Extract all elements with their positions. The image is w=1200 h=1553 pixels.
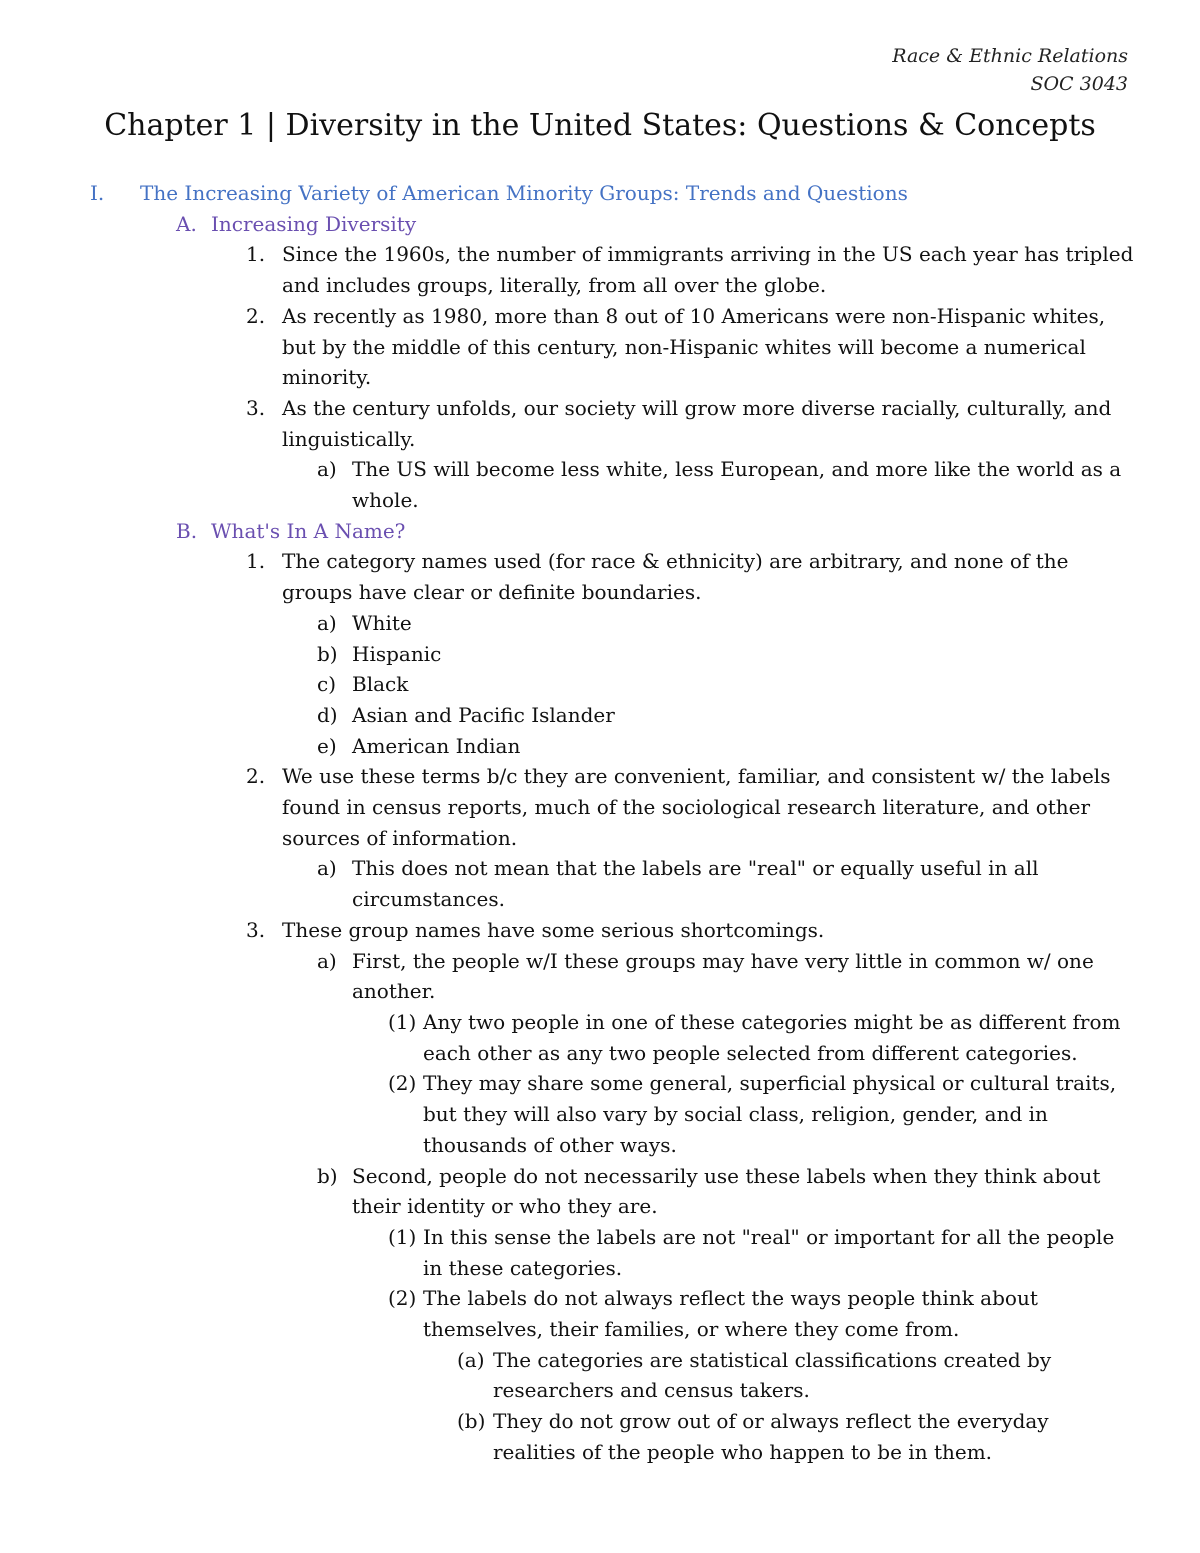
list-item-text: White <box>352 610 412 635</box>
list-item-text: Asian and Pacific Islander <box>352 702 615 727</box>
list-item-text: The Increasing Variety of American Minority Groups: Trends and Questions <box>140 181 908 205</box>
list-marker: e) <box>317 733 337 758</box>
list-marker: B. <box>176 518 198 543</box>
list-marker: 1. <box>246 549 266 574</box>
course-name: Race & Ethnic Relations <box>892 45 1128 67</box>
list-item-text: Hispanic <box>352 641 442 666</box>
outline-item <box>0 669 1200 700</box>
list-marker: b) <box>317 1163 338 1188</box>
list-marker: (2) <box>388 1071 417 1096</box>
list-item-text: The categories are statistical classifications created by researchers and census takers. <box>493 1347 1052 1403</box>
outline-item <box>0 639 1200 670</box>
list-item-text: American Indian <box>352 733 521 758</box>
list-marker: a) <box>317 948 337 973</box>
outline-item <box>0 946 1200 1007</box>
outline-item <box>0 1406 1200 1467</box>
list-marker: A. <box>176 211 197 236</box>
list-marker: 2. <box>246 764 266 789</box>
course-code: SOC 3043 <box>1030 73 1128 95</box>
list-marker: I. <box>90 181 105 205</box>
outline-item <box>0 1345 1200 1406</box>
list-marker: 2. <box>246 303 266 328</box>
list-marker: (1) <box>388 1224 417 1249</box>
list-marker: d) <box>317 702 338 727</box>
outline-item <box>0 393 1200 454</box>
list-item-text: We use these terms b/c they are convenient, familiar, and consistent w/ the labels found in census reports, much of the sociological research literature, and other sources of information. <box>282 764 1111 850</box>
list-item-text: Any two people in one of these categories might be as different from each other as any two people selected from different categories. <box>423 1009 1121 1065</box>
list-item-text: The labels do not always reflect the ways people think about themselves, their families, or where they come from. <box>423 1286 1038 1342</box>
list-item-text: They do not grow out of or always reflect the everyday realities of the people who happen to be in them. <box>493 1409 1049 1464</box>
list-marker: (1) <box>388 1009 417 1034</box>
outline-item <box>0 454 1200 515</box>
list-item-text: As the century unfolds, our society will grow more diverse racially, culturally, and linguistically. <box>282 395 1112 451</box>
outline-item <box>0 1161 1200 1222</box>
list-marker: a) <box>317 610 337 635</box>
outline-item <box>0 1283 1200 1344</box>
list-marker: 1. <box>246 242 266 267</box>
list-marker: b) <box>317 641 338 666</box>
outline-item <box>0 731 1200 762</box>
page-title: Chapter 1 | Diversity in the United States: Questions & Concepts <box>104 108 1096 143</box>
outline-item <box>0 700 1200 731</box>
list-item-text: Second, people do not necessarily use these labels when they think about their identity or who they are. <box>352 1163 1101 1219</box>
list-item-text: The US will become less white, less European, and more like the world as a whole. <box>352 457 1122 513</box>
list-marker: a) <box>317 856 337 881</box>
page-header <box>892 42 1128 98</box>
list-item-text: In this sense the labels are not "real" or important for all the people in these categories. <box>423 1224 1115 1280</box>
outline-item <box>0 239 1200 300</box>
list-marker: 3. <box>246 395 266 420</box>
outline-item <box>0 546 1200 607</box>
list-marker: (a) <box>457 1347 485 1372</box>
outline-item <box>0 1007 1200 1068</box>
list-marker: (b) <box>457 1409 486 1434</box>
list-item-text: The category names used (for race & ethnicity) are arbitrary, and none of the groups have clear or definite boundaries. <box>282 549 1069 605</box>
list-item-text: Increasing Diversity <box>211 211 417 236</box>
outline-item <box>0 1222 1200 1283</box>
outline-item <box>0 608 1200 639</box>
list-item-text: First, the people w/I these groups may have very little in common w/ one another. <box>352 948 1094 1004</box>
list-item-text: What's In A Name? <box>211 518 406 543</box>
list-item-text: As recently as 1980, more than 8 out of 10 Americans were non-Hispanic whites, but by the middle of this century, non-Hispanic whites will become a numerical minority. <box>282 303 1106 390</box>
outline-item <box>0 301 1200 393</box>
list-marker: 3. <box>246 917 266 942</box>
outline-item <box>0 761 1200 853</box>
list-item-text: This does not mean that the labels are "real" or equally useful in all circumstances. <box>352 856 1039 912</box>
outline <box>0 178 1200 1468</box>
outline-item <box>0 853 1200 914</box>
outline-item <box>0 1068 1200 1160</box>
subsection-heading <box>0 209 1200 240</box>
subsection-heading <box>0 516 1200 547</box>
list-item-text: These group names have some serious shortcomings. <box>282 917 825 942</box>
list-item-text: They may share some general, superficial physical or cultural traits, but they will also vary by social class, religion, gender, and in thousands of other ways. <box>423 1071 1117 1157</box>
list-item-text: Black <box>352 672 409 697</box>
list-marker: (2) <box>388 1286 417 1311</box>
section-heading <box>0 178 1200 209</box>
outline-item <box>0 915 1200 946</box>
list-marker: c) <box>317 672 337 697</box>
list-item-text: Since the 1960s, the number of immigrants arriving in the US each year has tripled and includes groups, literally, from all over the globe. <box>282 242 1134 298</box>
list-marker: a) <box>317 457 337 482</box>
